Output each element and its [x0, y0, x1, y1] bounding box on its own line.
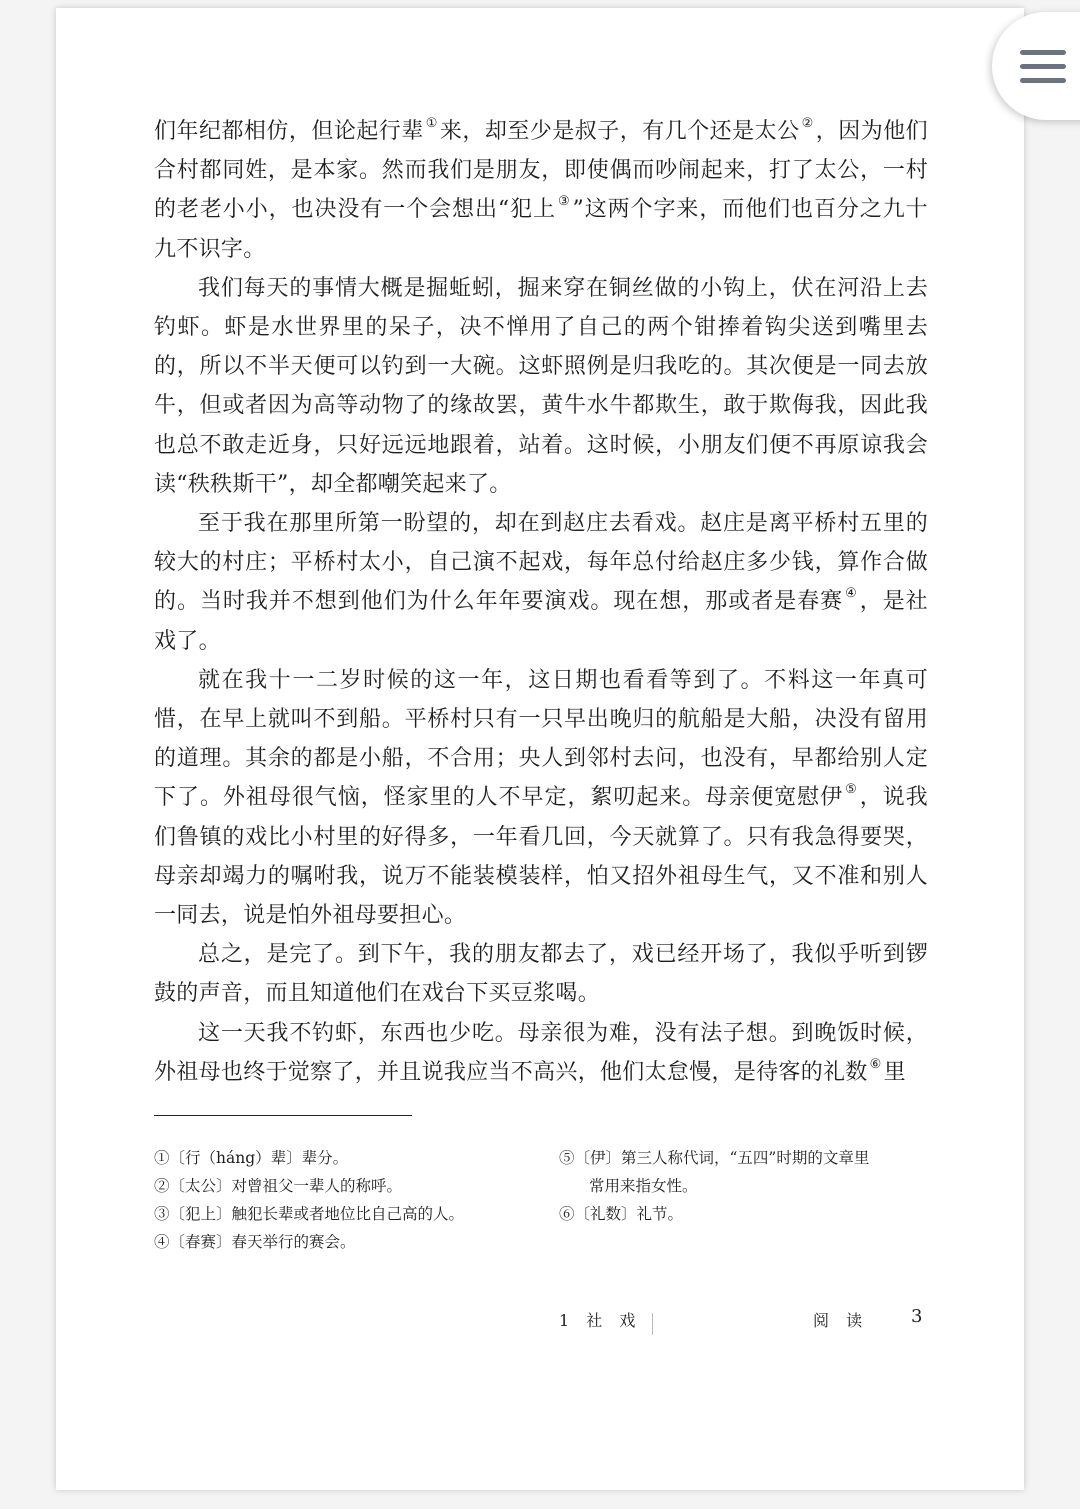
paragraph	[154, 269, 928, 504]
footnote-item: ④〔春赛〕春天举行的赛会。	[154, 1233, 356, 1251]
document-page	[56, 8, 1024, 1490]
text-run: ，说我们鲁镇的戏比小村里的好得多，一年看几回，今天就算了。只有我急得要哭，母亲却竭力的嘱咐我，说万不能装模装样，怕又招外祖母生气，又不准和别人一同去，说是怕外祖母要担心。	[154, 785, 928, 929]
footnote-item: ⑤〔伊〕第三人称代词，“五四”时期的文章里	[559, 1149, 870, 1167]
text-run: 总之，是完了。到下午，我的朋友都去了，戏已经开场了，我似乎听到锣鼓的声音，而且知道他们在戏台下买豆浆喝。	[154, 942, 928, 1007]
footnote-item: ①〔行（háng）辈〕辈分。	[154, 1149, 349, 1167]
footnote-marker[interactable]: ⑤	[845, 782, 858, 798]
footnote-marker[interactable]: ①	[425, 116, 438, 131]
paragraph	[154, 504, 928, 661]
text-run: 里	[883, 1059, 906, 1085]
page-number: 3	[911, 1306, 923, 1327]
paragraph	[154, 935, 928, 1013]
footnote-item: ⑥〔礼数〕礼节。	[559, 1205, 684, 1223]
footnote-marker[interactable]: ④	[845, 586, 858, 602]
text-run: 我们每天的事情大概是掘蚯蚓，掘来穿在铜丝做的小钩上，伏在河沿上去钓虾。虾是水世界里的呆子，决不惮用了自己的两个钳捧着钩尖送到嘴里去的，所以不半天便可以钓到一大碗。这虾照例是归我吃的。其次便是一同去放牛，但或者因为高等动物了的缘故罢，黄牛水牛都欺生，敢于欺侮我，因此我也总不敢走近身，只好远远地跟着，站着。这时候，小朋友们便不再原谅我会读“秩秩斯干”，却全都嘲笑起来了。	[154, 275, 928, 497]
text-run: 们年纪都相仿，但论起行辈	[154, 119, 424, 144]
text-run: 就在我十一二岁时候的这一年，这日期也看看等到了。不料这一年真可惜，在早上就叫不到船。平桥村只有一只早出晚归的航船是大船，决没有留用的道理。其余的都是小船，不合用；央人到邻村去问，也没有，早都给别人定下了。外祖母很气恼，怪家里的人不早定，絮叨起来。母亲便宽慰伊	[154, 667, 928, 811]
footnotes-right	[559, 1144, 929, 1228]
footnote-marker[interactable]: ⑥	[869, 1056, 882, 1072]
body-text	[154, 112, 928, 1092]
text-run: 来，却至少是叔子，有几个还是太公	[439, 119, 800, 144]
footer-section: 阅 读	[813, 1311, 869, 1330]
footer-separator	[652, 1313, 653, 1335]
footnote-item: ②〔太公〕对曾祖父一辈人的称呼。	[154, 1177, 403, 1195]
footnote-item: ③〔犯上〕触犯长辈或者地位比自己高的人。	[154, 1205, 465, 1223]
footer-lesson-title: 1 社 戏	[559, 1311, 642, 1330]
paragraph	[154, 1014, 928, 1092]
text-run: 这一天我不钓虾，东西也少吃。母亲很为难，没有法子想。到晚饭时候，外祖母也终于觉察了，并且说我应当不高兴，他们太怠慢，是待客的礼数	[154, 1020, 928, 1085]
paragraph	[154, 661, 928, 935]
text-run: ，是社戏了。	[154, 589, 928, 654]
text-run: ”这两个字来，而他们也百分之九十九不识字。	[154, 197, 928, 262]
footnote-marker[interactable]: ②	[801, 116, 814, 131]
footnotes-left	[154, 1144, 534, 1256]
footnote-marker[interactable]: ③	[557, 194, 571, 210]
paragraph	[154, 112, 928, 269]
footnote-item-continuation: 常用来指女性。	[589, 1177, 698, 1195]
footnote-divider	[154, 1115, 412, 1116]
text-run: ，因为他们合村都同姓，是本家。然而我们是朋友，即使偶而吵闹起来，打了太公，一村的老老小小，也决没有一个会想出“犯上	[154, 119, 928, 223]
text-run: 至于我在那里所第一盼望的，却在到赵庄去看戏。赵庄是离平桥村五里的较大的村庄；平桥村太小，自己演不起戏，每年总付给赵庄多少钱，算作合做的。当时我并不想到他们为什么年年要演戏。现在想，那或者是春赛	[154, 511, 928, 615]
